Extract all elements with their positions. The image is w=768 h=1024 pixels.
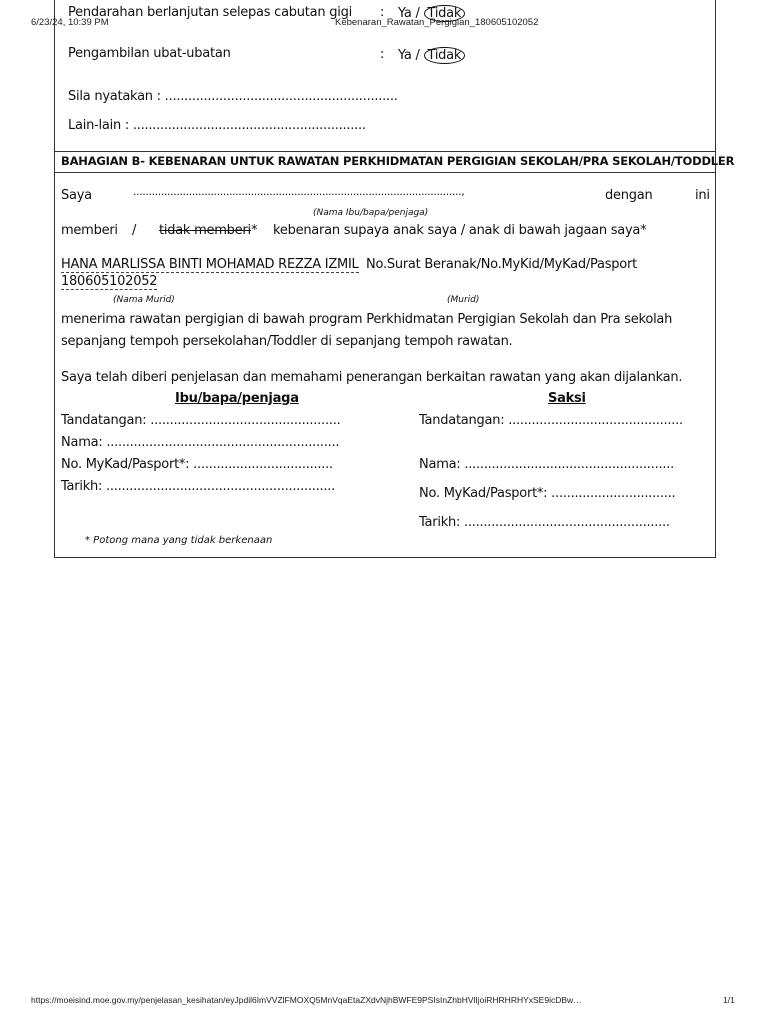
- student-id: 180605102052: [61, 274, 158, 289]
- student-name: HANA MARLISSA BINTI MOHAMAD REZZA IZMIL: [61, 257, 359, 272]
- parent-date-line: Tarikh: ...........................................................: [61, 479, 336, 494]
- parent-name-blank: ..........................................................................................................,: [133, 185, 465, 198]
- witness-date-line: Tarikh: .....................................................: [419, 515, 670, 530]
- witness-heading: Saksi: [548, 391, 586, 406]
- explained-statement: Saya telah diberi penjelasan dan memahami penerangan berkaitan rawatan yang akan dijalankan.: [61, 370, 683, 385]
- ini-word: ini: [695, 188, 710, 203]
- parent-name-caption: (Nama Ibu/bapa/penjaga): [313, 208, 429, 218]
- bleeding-colon: :: [380, 5, 385, 20]
- meds-tidak-circled: Tidak: [424, 47, 466, 64]
- form-box: [54, 0, 735, 558]
- parent-heading: Ibu/bapa/penjaga: [175, 391, 299, 406]
- memberi-word: memberi: [61, 223, 118, 238]
- section-b-title: BAHAGIAN B- KEBENARAN UNTUK RAWATAN PERKHIDMATAN PERGIGIAN SEKOLAH/PRA SEKOLAH/TODDLER: [61, 154, 735, 168]
- parent-name-line: Nama: ............................................................: [61, 435, 340, 450]
- murid-caption: (Murid): [447, 295, 480, 305]
- parent-id-line: No. MyKad/Pasport*: ....................................: [61, 457, 333, 472]
- bleeding-ya: Ya /: [398, 6, 420, 21]
- student-id-label: No.Surat Beranak/No.MyKid/MyKad/Pasport: [366, 257, 637, 272]
- consent-text: kebenaran supaya anak saya / anak di bawah jagaan saya*: [273, 223, 647, 238]
- bleeding-tidak-circled: Tidak: [424, 5, 466, 22]
- tidak-memberi-struck: tidak memberi: [159, 223, 251, 238]
- memberi-asterisk: *: [251, 223, 258, 238]
- dengan-word: dengan: [605, 188, 653, 203]
- meds-colon: :: [380, 47, 385, 62]
- meds-ya: Ya /: [398, 48, 420, 63]
- specify-line: Sila nyatakan : ............................................................: [68, 89, 398, 104]
- bleeding-label: Pendarahan berlanjutan selepas cabutan gigi: [68, 5, 352, 20]
- witness-id-line: No. MyKad/Pasport*: ................................: [419, 486, 676, 501]
- saya-label: Saya: [61, 188, 92, 203]
- student-name-caption: (Nama Murid): [113, 295, 175, 305]
- section-b-title-bar: [55, 151, 735, 173]
- receive-line-2: sepanjang tempoh persekolahan/Toddler di sepanjang tempoh rawatan.: [61, 334, 513, 349]
- print-doc-title: Kebenaran_Rawatan_Pergigian_180605102052: [335, 17, 539, 28]
- others-line: Lain-lain : ............................................................: [68, 118, 366, 133]
- meds-label: Pengambilan ubat-ubatan: [68, 46, 231, 61]
- meds-answer: [398, 47, 465, 64]
- slash-separator: /: [132, 223, 137, 238]
- parent-signature-line: Tandatangan: .................................................: [61, 413, 341, 428]
- print-url: https://moeisind.moe.gov.my/penjelasan_kesihatan/eyJpdil6ImVVZlFMOXQ5MnVqaEtaZXdvNjhBWFE9PSIsInZhbHVlIjoiRHRHRHYxSE9icDBw…: [31, 995, 582, 1005]
- bleeding-answer: [398, 5, 465, 22]
- footnote: * Potong mana yang tidak berkenaan: [85, 535, 273, 546]
- page-number: 1/1: [723, 995, 735, 1005]
- witness-name-line: Nama: ......................................................: [419, 457, 674, 472]
- receive-line-1: menerima rawatan pergigian di bawah program Perkhidmatan Pergigian Sekolah dan Pra sekolah: [61, 312, 673, 327]
- witness-signature-line: Tandatangan: .............................................: [419, 413, 683, 428]
- print-datetime: 6/23/24, 10:39 PM: [31, 17, 109, 28]
